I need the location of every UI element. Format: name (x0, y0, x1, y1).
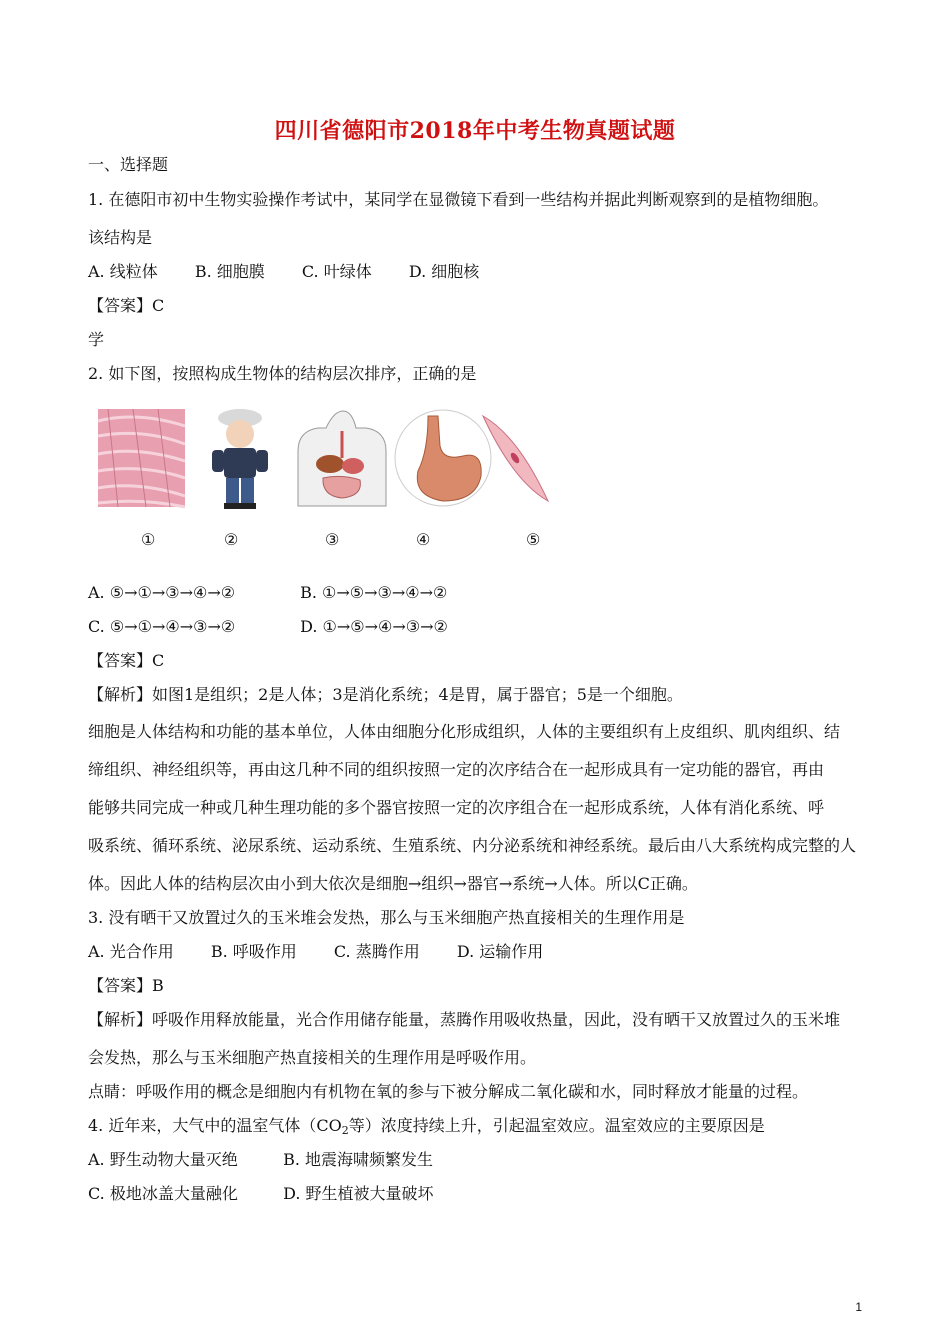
q2-analysis-3: 缔组织、神经组织等，再由这几种不同的组织按照一定的次序结合在一起形成具有一定功能的器官，再由 (88, 760, 825, 779)
q4-text-post: 等）浓度持续上升，引起温室效应。温室效应的主要原因是 (348, 1116, 765, 1135)
q4-text-pre: 4. 近年来，大气中的温室气体（CO (88, 1116, 342, 1135)
q4-option-d: D. 野生植被大量破坏 (283, 1184, 434, 1203)
q3-note: 点睛：呼吸作用的概念是细胞内有机物在氧的参与下被分解成二氧化碳和水，同时释放才能量的过程。 (88, 1082, 809, 1101)
q2-option-a: A. ⑤→①→③→④→② (88, 583, 236, 602)
q1-answer: 【答案】C (88, 296, 165, 315)
figure-label-2: ② (224, 530, 239, 549)
muscle-cell-image (483, 416, 548, 501)
q4-option-c: C. 极地冰盖大量融化 (88, 1184, 238, 1203)
q3-text: 3. 没有晒干又放置过久的玉米堆会发热，那么与玉米细胞产热直接相关的生理作用是 (88, 908, 685, 927)
q3-answer: 【答案】B (88, 976, 164, 995)
digestive-system-image (298, 411, 386, 506)
q3-option-d: D. 运输作用 (456, 942, 544, 961)
q3-option-b: B. 呼吸作用 (210, 942, 297, 961)
q1-option-c: C. 叶绿体 (301, 262, 372, 281)
human-image (212, 409, 268, 509)
q1-text-line2: 该结构是 (88, 228, 153, 247)
q2-answer: 【答案】C (88, 651, 165, 670)
q1-stray-char: 学 (88, 330, 105, 349)
q1-option-b: B. 细胞膜 (194, 262, 265, 281)
q4-options-row2 (88, 1184, 434, 1204)
q4-text (88, 1116, 765, 1141)
q2-options-row2 (88, 617, 448, 637)
q1-options (88, 262, 479, 282)
q3-option-a: A. 光合作用 (88, 942, 174, 961)
tissue-image (98, 409, 185, 507)
q2-option-b: B. ①→⑤→③→④→② (300, 583, 448, 602)
q4-text-subscript: 2 (341, 1124, 349, 1137)
q1-option-a: A. 线粒体 (88, 262, 158, 281)
figure-label-4: ④ (416, 530, 431, 549)
q2-options-row1 (88, 583, 447, 603)
figure-label-3: ③ (325, 530, 340, 549)
q4-option-a: A. 野生动物大量灭绝 (88, 1150, 238, 1169)
stomach-image (395, 410, 491, 506)
q4-options-row1 (88, 1150, 433, 1170)
figure-label-5: ⑤ (526, 530, 541, 549)
document-title: 四川省德阳市2018年中考生物真题试题 (274, 118, 676, 144)
q2-analysis-5: 吸系统、循环系统、泌尿系统、运动系统、生殖系统、内分泌系统和神经系统。最后由八大系统构成完整的人 (88, 836, 857, 855)
q2-analysis-2: 细胞是人体结构和功能的基本单位，人体由细胞分化形成组织，人体的主要组织有上皮组织、肌肉组织、结 (88, 722, 841, 741)
page-number: 1 (855, 1300, 862, 1314)
section-heading: 一、选择题 (88, 155, 169, 174)
q2-option-d: D. ①→⑤→④→③→② (300, 617, 448, 636)
q3-options (88, 942, 543, 962)
q1-option-d: D. 细胞核 (408, 262, 480, 281)
q2-option-c: C. ⑤→①→④→③→② (88, 617, 236, 636)
figure-label-1: ① (141, 530, 156, 549)
q2-analysis-4: 能够共同完成一种或几种生理功能的多个器官按照一定的次序组合在一起形成系统，人体有消化系统、呼 (88, 798, 825, 817)
q1-text-line1: 1. 在德阳市初中生物实验操作考试中，某同学在显微镜下看到一些结构并据此判断观察到的是植物细胞。 (88, 190, 829, 209)
structure-levels-figure (98, 406, 558, 511)
q3-analysis-1: 【解析】呼吸作用释放能量，光合作用储存能量，蒸腾作用吸收热量，因此，没有晒干又放置过久的玉米堆 (88, 1010, 841, 1029)
q2-analysis-6: 体。因此人体的结构层次由小到大依次是细胞→组织→器官→系统→人体。所以C正确。 (88, 874, 698, 893)
q2-text: 2. 如下图，按照构成生物体的结构层次排序，正确的是 (88, 364, 477, 383)
q3-analysis-2: 会发热，那么与玉米细胞产热直接相关的生理作用是呼吸作用。 (88, 1048, 537, 1067)
q4-option-b: B. 地震海啸频繁发生 (283, 1150, 434, 1169)
q3-option-c: C. 蒸腾作用 (333, 942, 420, 961)
q2-analysis-1: 【解析】如图1是组织；2是人体；3是消化系统；4是胃，属于器官；5是一个细胞。 (88, 685, 683, 704)
